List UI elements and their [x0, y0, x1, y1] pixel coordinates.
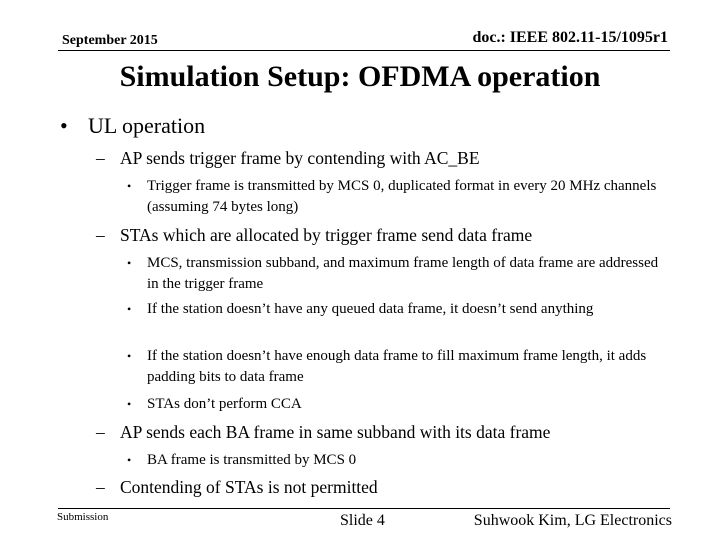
subbullet-text: AP sends each BA frame in same subband with its data frame — [120, 422, 551, 442]
bullet-ul-operation — [60, 113, 700, 139]
detail-marker: • — [127, 349, 132, 363]
detail-ba-mcs — [127, 450, 667, 471]
footer-slide-number: Slide 4 — [340, 512, 385, 529]
dash-marker: – — [96, 225, 105, 245]
detail-marker: • — [127, 256, 132, 270]
subbullet-text: AP sends trigger frame by contending with AC_BE — [120, 148, 480, 168]
detail-marker: • — [127, 453, 132, 467]
detail-text: BA frame is transmitted by MCS 0 — [147, 452, 357, 468]
detail-text: STAs don’t perform CCA — [147, 396, 302, 412]
footer-divider — [58, 508, 670, 509]
detail-text: If the station doesn’t have any queued data frame, it doesn’t send anything — [147, 301, 594, 317]
dash-marker: – — [96, 477, 105, 497]
bullet-text: UL operation — [88, 113, 206, 138]
subbullet-ap-ba-frame — [96, 422, 696, 443]
header-doc-id: doc.: IEEE 802.11-15/1095r1 — [472, 29, 668, 46]
header-divider — [58, 50, 670, 51]
subbullet-ap-trigger — [96, 148, 696, 169]
detail-marker: • — [127, 302, 132, 316]
subbullet-stas-send — [96, 225, 696, 246]
slide-title: Simulation Setup: OFDMA operation — [119, 60, 601, 93]
detail-marker: • — [127, 179, 132, 193]
detail-text: Trigger frame is transmitted by MCS 0, duplicated format in every 20 MHz channels (assuming 74 bytes long) — [147, 178, 657, 215]
detail-no-queued-frame — [127, 299, 667, 320]
detail-mcs-subband — [127, 253, 667, 295]
detail-text: MCS, transmission subband, and maximum frame length of data frame are addressed in the trigger frame — [147, 255, 659, 292]
detail-padding-bits — [127, 346, 667, 388]
detail-no-cca — [127, 394, 667, 415]
footer-author: Suhwook Kim, LG Electronics — [473, 512, 672, 529]
dash-marker: – — [96, 422, 105, 442]
subbullet-text: Contending of STAs is not permitted — [120, 477, 378, 497]
subbullet-no-contending — [96, 477, 696, 498]
detail-marker: • — [127, 397, 132, 411]
bullet-marker: • — [60, 113, 68, 138]
footer-submission: Submission — [57, 511, 109, 523]
header-date: September 2015 — [62, 33, 158, 48]
detail-trigger-mcs — [127, 176, 667, 218]
subbullet-text: STAs which are allocated by trigger frame send data frame — [120, 225, 533, 245]
dash-marker: – — [96, 148, 105, 168]
detail-text: If the station doesn’t have enough data frame to fill maximum frame length, it adds padding bits to data frame — [147, 348, 647, 385]
